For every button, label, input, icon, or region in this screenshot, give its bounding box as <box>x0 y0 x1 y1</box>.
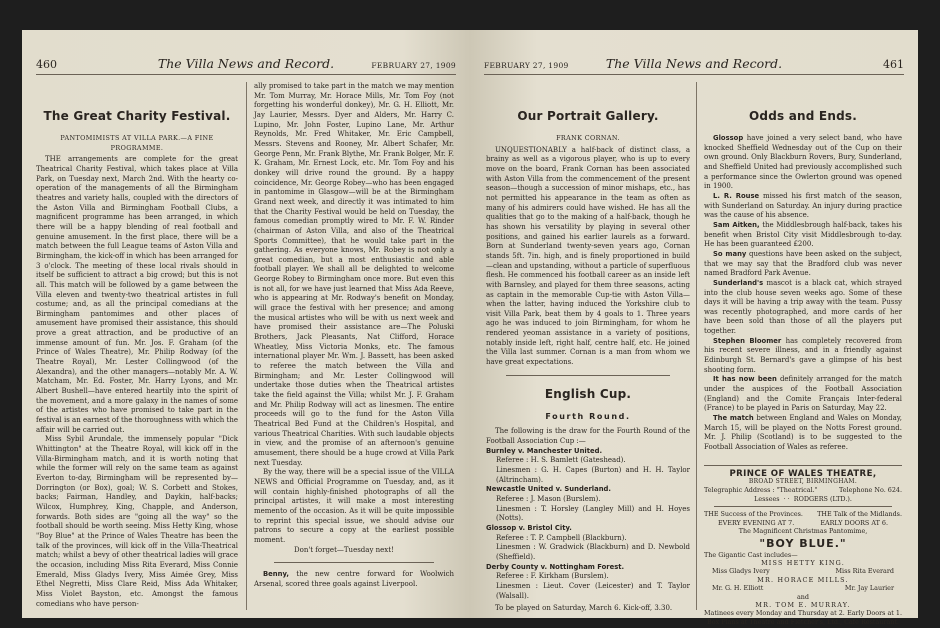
benny-note-name: Benny, <box>263 570 289 579</box>
ad-address: BROAD STREET, BIRMINGHAM. <box>748 478 858 486</box>
ad-tagline-row <box>704 510 902 518</box>
odds-item-lead: Sam Aitken, <box>713 220 760 229</box>
cup-match-linesmen: Linesmen : T. Horsley (Langley Mill) and H. Hoyes (Notts). <box>496 504 690 523</box>
ad-tagline-success: THE Success of the Provinces. <box>704 510 803 519</box>
benny-note-text: the new centre forward for Woolwich Arsenal, scored three goals against Liverpool. <box>254 570 454 588</box>
ad-matinee-row <box>704 609 902 617</box>
ad-lessees-row: Lessees · · RODGERS (LTD.). <box>754 494 852 503</box>
cup-match-linesmen: Linesmen : W. Gradwick (Blackburn) and D. Newbold (Sheffield). <box>496 543 690 561</box>
ad-rule <box>714 506 892 507</box>
odds-item-text: mascot is a black cat, which strayed into the club house seven weeks ago. Some of these days it will be having a trip away with the team. Pussy was recently photographed, and more cards of her have been sold than those of all the players put together. <box>704 278 902 336</box>
magazine-spread <box>22 30 918 626</box>
cup-match-linesmen: Linesmen : Lieut. Cover (Leicester) and T. Taylor (Walsall). <box>496 581 690 600</box>
right-page-date: FEBRUARY 27, 1909 <box>484 61 569 70</box>
odds-item <box>704 337 902 376</box>
odds-item <box>704 375 902 414</box>
cup-match-title: Derby County v. Nottingham Forest. <box>486 562 625 571</box>
section-rule <box>506 375 670 376</box>
left-page-header <box>36 58 456 75</box>
ad-cast-member: Miss Rita Everard <box>835 567 894 576</box>
ad-contact-row <box>704 486 902 494</box>
left-page-date: FEBRUARY 27, 1909 <box>371 61 456 70</box>
ad-tagline-talk: THE Talk of the Midlands. <box>817 510 902 519</box>
odds-item <box>704 221 902 250</box>
charity-festival-heading: The Great Charity Festival. <box>43 109 231 123</box>
cup-footer: To be played on Saturday, March 6. Kick-off, 3.30. <box>495 604 673 613</box>
charity-festival-subheading: PANTOMIMISTS AT VILLA PARK.—A FINE PROGRAMME. <box>60 134 214 152</box>
benny-note <box>254 570 454 589</box>
odds-item-text: the Middlesbrough half-back, takes his benefit when Bristol City visit Middlesbrough to-day. He has been guaranteed £200. <box>704 220 903 249</box>
cup-match-title: Burnley v. Manchester United. <box>486 446 603 455</box>
odds-item-lead: Glossop <box>713 134 744 142</box>
left-column-1 <box>36 82 238 610</box>
ad-matinee-doors: Early Doors at 1. <box>847 609 902 618</box>
odds-item-text: between England and Wales on Monday, March 15, will be played on the Notts Forest ground. Mr. J. Philip (Scotland) is to be suggested to the Football Association of Wales as referee. <box>704 414 902 451</box>
ad-star-2: MR. HORACE MILLS. <box>757 575 849 584</box>
ad-cast-member: Miss Gladys Ivery <box>712 567 770 576</box>
ad-every-evening: EVERY EVENING AT 7. <box>718 518 795 527</box>
ad-pantomime-line: The Magnificent Christmas Pantomime, <box>738 527 868 536</box>
ad-cast-row-1 <box>704 567 902 575</box>
cup-match-referee: Referee : J. Mason (Burslem). <box>496 495 601 503</box>
ad-matinees: Matinees every Monday and Thursday at 2. <box>704 609 845 618</box>
right-page <box>470 30 918 626</box>
left-running-title: The Villa News and Record. <box>157 56 335 71</box>
cup-match-referee: Referee : T. P. Campbell (Blackburn). <box>496 533 627 542</box>
ad-cast-member: Mr. Jay Laurier <box>844 584 894 593</box>
odds-item <box>704 250 902 279</box>
article-paragraph: By the way, there will be a special issue of the VILLA NEWS and Official Programme on Tuesday, and, as it will contain highly-finished photographs of all the principal artistes, it will make a most interesting memento of the occasion. As it will be quite impossible to reprint this special issue, we should advise our patrons to secure a copy at the earliest possible moment. <box>254 468 454 544</box>
cup-match-referee: Referee : F. Kirkham (Burslem). <box>496 572 609 581</box>
right-column-1 <box>486 82 690 613</box>
portrait-gallery-heading: Our Portrait Gallery. <box>517 109 659 123</box>
ad-theatre-name: PRINCE OF WALES THEATRE, <box>729 468 877 479</box>
ad-lessees-label: Lessees <box>754 494 780 503</box>
cup-intro: The following is the draw for the Fourth Round of the Football Association Cup :— <box>486 427 690 446</box>
odds-item-lead: It has now been <box>713 375 777 384</box>
odds-and-ends-heading: Odds and Ends. <box>749 109 857 123</box>
article-paragraph: Miss Sybil Arundale, the immensely popular "Dick Whittington" at the Theatre Royal, will kick off in the Villa-Birmingham match, and it is worth noting that while the former will rely on the same team as against Everton to-day, Birmingham will be represented by—Dorrington (or Box), goal; W. S. Corbett and Stokes, backs; Fairman, Handley, and Daykin, half-backs; Wilcox, Humphrey, King, Chapple, and Anderson, forwards. Both sides are "going all the way" so the football should be worth seeing. Miss Hetty King, whose "Boy Blue" at the Prince of Wales Theatre has been the talk of the provinces, will kick off in the Villa-Theatrical match; whilst a bevy of other theatrical ladies will grace the occasion, including Miss Rita Everard, Miss Connie Emerald, Miss Gladys Ivery, Miss Aimée Grey, Miss Ethel Negretti, Miss Clare Reid, Miss Ada Whitaker, Miss Violet Bayston, etc. Amongst the famous comedians who have person- <box>36 435 238 608</box>
right-page-header <box>484 58 904 75</box>
ad-times-row <box>704 519 902 527</box>
ad-star-1: MISS HETTY KING. <box>761 558 845 567</box>
ad-telephone: Telephone No. 624. <box>839 486 902 495</box>
cup-match-referee: Referee : H. S. Bamlett (Gateshead). <box>496 456 626 465</box>
left-page <box>22 30 470 618</box>
odds-item-lead: L. R. Rouse <box>713 191 760 200</box>
ad-cast-intro: The Gigantic Cast includes— <box>704 550 798 559</box>
odds-item <box>704 279 902 337</box>
odds-item-text: definitely arranged for the match under the auspices of the Football Association (England) and the Comite Français Inter-federal (France) to be played in Paris on Saturday, May 22. <box>704 375 902 413</box>
odds-item <box>704 192 902 221</box>
article-paragraph: ally promised to take part in the match we may mention Mr. Tom Murray, Mr. Horace Mills, Mr. Tom Foy (not forgetting his wonderful donkey), Mr. G. H. Elliott, Mr. Jay Laurier, Messrs. Dyer and Alders, Mr. Harry C. Lupino, Mr. John Foster, Lupino Lane, Mr. Arthur Reynolds, Mr. Fred Whitaker, Mr. Eric Campbell, Messrs. Stevens and Rooney, Mr. Albert Schafer, Mr. George Penn, Mr. Frank Blythe, Mr. Frank Bolger, Mr. F. K. Graham, Mr. Ernest Lock, etc. Mr. Tom Foy and his donkey will drive round the ground. By a happy coincidence, Mr. George Robey—who has been engaged in pantomime in Glasgow—will be at the Birmingham Grand next week, and directly it was intimated to him that the Charity Festival would be held on Tuesday, the famous comedian promptly wired to Mr. F. W. Rinder (chairman of Aston Villa, and also of the Theatrical Sports Committee), that he would take part in the gathering. As everyone knows, Mr. Robey is not only a great comedian, but a most enthusiastic and able football player. We shall all be delighted to welcome George Robey to Birmingham once more. But even this is not all, for we have just learned that Miss Ada Reeve, who is appearing at Mr. Rodway's benefit on Monday, will grace the festival with her presence; and among the musical artistes who will be with us next week and have promised their assistance are—The Poluski Brothers, Jack Pleasants, Nat Clifford, Horace Wheatley, Miss Victoria Monks, etc. The famous international player Mr. Wm. J. Bassett, has been asked to referee the match between the Villa and Birmingham; and Mr. Lester Collingwood will undertake those duties when the Theatrical artistes take the field against the Villa; whilst Mr. J. F. Graham and Mr. Philip Rodway will act as linesmen. The entire proceeds will go to the fund for the Aston Villa Theatrical Bed Fund at the Children's Hospital, and various Theatrical Charities. With such laudable objects in view, and the promise of an afternoon's genuine amusement, there should be a huge crowd at Villa Park next Tuesday. <box>254 82 454 467</box>
odds-item-lead: Stephen Bloomer <box>713 336 782 345</box>
ad-lessees: RODGERS (LTD.). <box>793 494 852 503</box>
article-paragraph: Don't forget—Tuesday next! <box>294 545 394 554</box>
right-running-title: The Villa News and Record. <box>605 56 783 71</box>
odds-item-text: questions have been asked on the subject, that we may say that the Bradford club was never named Bradford Park Avenue. <box>704 249 903 278</box>
cup-match-linesmen: Linesmen : G. H. Capes (Burton) and H. H. Taylor (Altrincham). <box>496 466 690 484</box>
left-column-2 <box>254 82 454 610</box>
column-divider <box>696 82 697 610</box>
ad-cast-member: Mr. G. H. Elliott <box>712 584 764 593</box>
ad-telegraphic-address: Telegraphic Address : "Theatrical." <box>704 486 818 495</box>
fourth-round-heading: Fourth Round. <box>545 411 631 421</box>
odds-item-lead: The match <box>713 414 754 423</box>
section-rule <box>274 562 434 563</box>
cup-match-title: Newcastle United v. Sunderland. <box>486 485 611 494</box>
odds-item-text: has completely recovered from his recent severe illness, and in a friendly against Edinburgh St. Bernard's gave a glimpse of his best shooting form. <box>704 336 902 374</box>
article-paragraph: THE arrangements are complete for the great Theatrical Charity Festival, which takes place at Villa Park, on Tuesday next, March 2nd. With the hearty co-operation of the managements of all the Birmingham theatres and variety halls, coupled with the directors of the Aston Villa and Birmingham Football Clubs, a magnificent programme has been arranged, in which there will be a happy blending of real football and genuine amusement. In the first place, there will be a match between the full League teams of Aston Villa and Birmingham, the kick-off in which has been arranged for 3 o'clock. The meeting of these local rivals should in itself be sufficient to attract a big crowd; but this is not all. This match will be followed by a game between the Villa eleven and twenty-two theatrical artistes in full costume; and, as all the principal comedians at the Birmingham pantomimes and other places of amusement have promised their assistance, this should prove a great attraction, and be productive of an immense amount of fun. Mr. Jos. F. Graham (of the Prince of Wales Theatre), Mr. Philip Rodway (of the Theatre Royal), Mr. Lester Collingwood (of the Alexandra), and the other managers—notably Mr. A. W. Matcham, Mr. Ed. Foster, Mr. Harry Lyons, and Mr. Albert Bushell—have entered heartily into the spirit of the movement, and a more galaxy in the names of some of the artistes who have promised to take part in the festival is an earnest of the thoroughness with which the affair will be carried out. <box>36 155 238 434</box>
odds-item <box>704 134 902 192</box>
portrait-paragraph: UNQUESTIONABLY a half-back of distinct class, a brainy as well as a vigorous player, who is up to every move on the board, Frank Cornan has been associated with Aston Villa from the commencement of the present season—though a succession of minor mishaps, etc., has not permitted his appearance in the team as often as many of his admirers could have wished. He has all the qualities that go to the making of a half-back, though he has shown his versatility by playing in several other positions, and gained his earlier laurels as a forward. Born at Sunderland twenty-seven years ago, Cornan stands 5ft. 7in. high, and is finely proportioned in build —clean and upstanding, without a particle of superfluous flesh. He commenced his football career as an inside left with Barnsley, and played for them three seasons, acting as captain in the memorable Cup-tie with Aston Villa—when the latter, having induced the Yorkshire club to visit Villa Park, beat them by 4 goals to 1. Three years ago he was induced to join Birmingham, for whom he rendered yeoman assistance in a variety of positions, notably inside left, right half, centre half, etc. He joined the Villa last summer. Cornan is a man from whom we have great expectations. <box>486 145 690 367</box>
ad-early-doors: EARLY DOORS AT 6. <box>820 518 888 527</box>
theatre-advertisement <box>704 465 902 627</box>
left-page-number: 460 <box>36 58 57 71</box>
ad-star-3: MR. TOM E. MURRAY. <box>755 600 851 609</box>
right-page-number: 461 <box>883 58 904 71</box>
odds-item-lead: So many <box>713 249 747 258</box>
odds-item-lead: Sunderland's <box>713 278 764 287</box>
portrait-subject: FRANK CORNAN. <box>556 134 620 142</box>
ad-and: and <box>796 592 810 601</box>
cup-match-title: Glossop v. Bristol City. <box>486 523 572 532</box>
english-cup-heading: English Cup. <box>544 386 632 401</box>
ad-box-plans: Box Plans at Theatre and Fletcher's, Ltd., Cafe Restaurant. <box>707 617 899 626</box>
odds-item <box>704 414 902 453</box>
ad-show-title: "BOY BLUE." <box>759 536 847 550</box>
odds-item-text: have joined a very select band, who have knocked Sheffield Wednesday out of the Cup on their own ground. Only Blackburn Rovers, Bury, Sunderland, and Sheffield United had previously accomplished such a performance since the Owlerton ground was opened in 1900. <box>704 134 902 191</box>
ad-cast-row-2 <box>704 584 902 592</box>
right-column-2 <box>704 82 903 626</box>
odds-item-text: missed his first match of the season, with Sunderland on Saturday. An injury during practice was the cause of his absence. <box>704 191 902 220</box>
column-divider <box>246 82 247 610</box>
